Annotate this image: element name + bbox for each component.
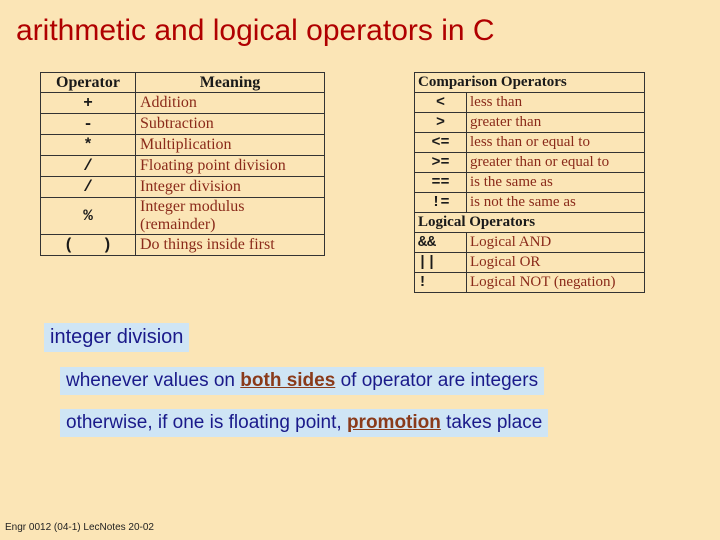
section-header-row — [415, 73, 645, 93]
operator-cell: % — [41, 198, 136, 235]
note-text: of operator are integers — [335, 370, 539, 391]
note-text: whenever values on — [66, 370, 241, 391]
operator-cell: > — [415, 113, 467, 133]
meaning-cell: Addition — [136, 93, 325, 114]
operator-cell: && — [415, 233, 467, 253]
logical-operators-header: Logical Operators — [415, 213, 645, 233]
arithmetic-operators-table — [40, 72, 325, 256]
meaning-cell — [136, 198, 325, 235]
meaning-cell: Do things inside first — [136, 235, 325, 256]
meaning-header: Meaning — [136, 73, 325, 93]
table-row — [41, 156, 325, 177]
operator-cell: || — [415, 253, 467, 273]
table-row — [41, 198, 325, 235]
meaning-cell: Floating point division — [136, 156, 325, 177]
table-row — [415, 273, 645, 293]
operator-cell: <= — [415, 133, 467, 153]
meaning-cell: Logical OR — [467, 253, 645, 273]
meaning-cell: Integer division — [136, 177, 325, 198]
operator-cell: - — [41, 114, 136, 135]
operator-cell: ! — [415, 273, 467, 293]
promotion-note — [60, 409, 548, 437]
operator-cell: / — [41, 177, 136, 198]
note-text: otherwise, if one is floating point, — [66, 412, 347, 433]
table-row — [415, 93, 645, 113]
operator-header: Operator — [41, 73, 136, 93]
meaning-line: (remainder) — [140, 216, 216, 233]
slide-title: arithmetic and logical operators in C — [16, 14, 495, 47]
operator-cell: != — [415, 193, 467, 213]
table-row — [41, 93, 325, 114]
table-row — [415, 193, 645, 213]
table-row — [41, 177, 325, 198]
operator-cell: + — [41, 93, 136, 114]
meaning-cell: less than — [467, 93, 645, 113]
table-row — [415, 253, 645, 273]
operator-cell: < — [415, 93, 467, 113]
section-header-row — [415, 213, 645, 233]
meaning-cell: is the same as — [467, 173, 645, 193]
operator-cell: >= — [415, 153, 467, 173]
note-text: takes place — [440, 412, 543, 433]
table-header-row — [41, 73, 325, 93]
both-sides-note — [60, 367, 544, 395]
operator-cell: ( ) — [41, 235, 136, 256]
meaning-cell: less than or equal to — [467, 133, 645, 153]
emphasis-text: both sides — [240, 370, 336, 391]
meaning-cell: Multiplication — [136, 135, 325, 156]
table-row — [41, 114, 325, 135]
table-row — [415, 173, 645, 193]
operator-cell: * — [41, 135, 136, 156]
meaning-cell: greater than or equal to — [467, 153, 645, 173]
comparison-logical-operators-table — [414, 72, 645, 293]
footer-text: Engr 0012 (04-1) LecNotes 20-02 — [5, 522, 154, 533]
table-row — [415, 113, 645, 133]
table-row — [415, 233, 645, 253]
operator-cell: / — [41, 156, 136, 177]
meaning-cell: Logical AND — [467, 233, 645, 253]
emphasis-text: promotion — [346, 412, 441, 433]
table-row — [41, 135, 325, 156]
meaning-cell: is not the same as — [467, 193, 645, 213]
meaning-cell: greater than — [467, 113, 645, 133]
table-row — [415, 133, 645, 153]
meaning-line: Integer modulus — [140, 198, 245, 215]
meaning-cell: Subtraction — [136, 114, 325, 135]
integer-division-label: integer division — [44, 323, 189, 352]
table-row — [415, 153, 645, 173]
meaning-cell: Logical NOT (negation) — [467, 273, 645, 293]
table-row — [41, 235, 325, 256]
comparison-operators-header: Comparison Operators — [415, 73, 645, 93]
operator-cell: == — [415, 173, 467, 193]
